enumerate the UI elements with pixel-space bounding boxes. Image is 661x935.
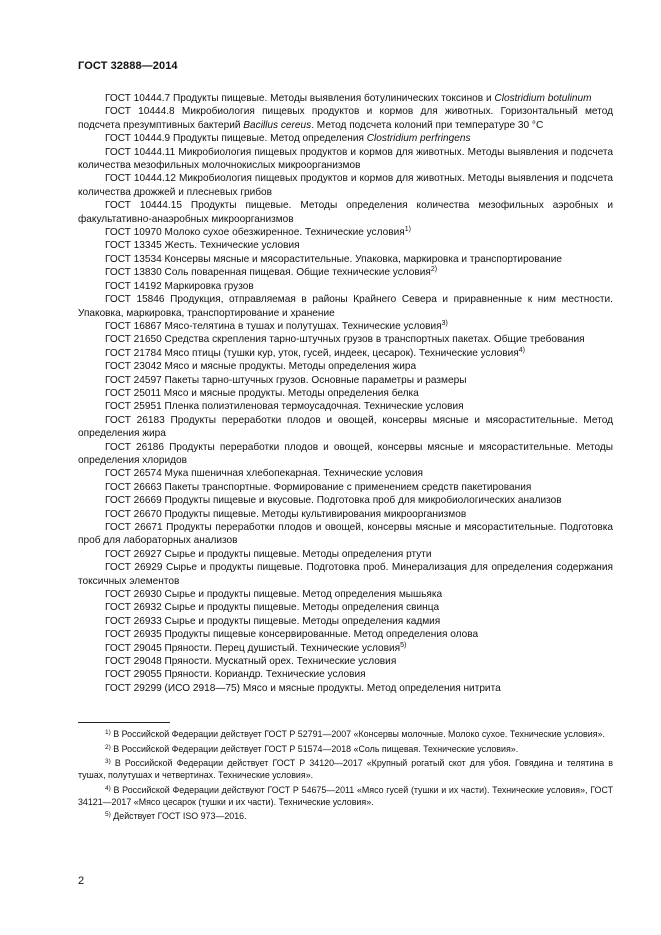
- reference-entry: [78, 360, 613, 373]
- footnote-marker: 4): [518, 346, 525, 354]
- reference-text: ГОСТ 26930 Сырье и продукты пищевые. Метод определения мышьяка: [105, 589, 443, 601]
- reference-text: ГОСТ 26574 Мука пшеничная хлебопекарная. Технические условия: [105, 468, 424, 480]
- reference-entry: [78, 441, 613, 468]
- footnote-text: В Российской Федерации действуют ГОСТ Р 54675—2011 «Мясо гусей (тушки и их части). Технические условия», ГОСТ 34121—2017 «Мясо цесарок (тушки и их части). Технические условия».: [78, 784, 613, 807]
- reference-text: ГОСТ 10444.8 Микробиология пищевых продуктов и кормов для животных. Горизонтальный метод подсчета презумптивных бактерий: [78, 106, 613, 131]
- reference-text: ГОСТ 10444.11 Микробиология пищевых продуктов и кормов для животных. Методы выявления и подсчета количества мезофильных молочнокислых микроорганизмов: [78, 146, 613, 172]
- reference-entry: [78, 548, 613, 561]
- reference-entry: [78, 132, 613, 145]
- footnote-divider: [78, 722, 170, 723]
- species-name: Clostridium botulinum: [494, 93, 592, 104]
- reference-text: ГОСТ 25011 Мясо и мясные продукты. Методы определения белка: [105, 387, 419, 399]
- reference-text: ГОСТ 23042 Мясо и мясные продукты. Методы определения жира: [105, 361, 417, 373]
- reference-text: ГОСТ 10444.7 Продукты пищевые. Методы выявления ботулинических токсинов и: [105, 93, 495, 104]
- reference-entry: [78, 226, 613, 239]
- footnote: [78, 758, 613, 781]
- reference-entry: [78, 561, 613, 588]
- normative-references-list: [78, 92, 613, 695]
- reference-text: ГОСТ 26933 Сырье и продукты пищевые. Методы определения кадмия: [105, 615, 441, 627]
- reference-entry: [78, 293, 613, 320]
- footnote-mark: 2): [105, 743, 111, 751]
- reference-text: ГОСТ 26935 Продукты пищевые консервированные. Метод определения олова: [105, 629, 479, 641]
- reference-entry: [78, 199, 613, 226]
- reference-text: ГОСТ 13830 Соль поваренная пищевая. Общие технические условия: [105, 267, 431, 279]
- reference-text: ГОСТ 13345 Жесть. Технические условия: [105, 240, 300, 252]
- reference-entry: [78, 467, 613, 480]
- reference-entry: [78, 521, 613, 548]
- footnote: [78, 744, 613, 756]
- reference-entry: [78, 494, 613, 507]
- reference-text: ГОСТ 29055 Пряности. Кориандр. Технические условия: [105, 669, 366, 681]
- reference-text: ГОСТ 10970 Молоко сухое обезжиренное. Технические условия: [105, 227, 405, 239]
- reference-entry: [78, 333, 613, 346]
- reference-text: ГОСТ 10444.15 Продукты пищевые. Методы определения количества мезофильных аэробных и факультативно-анаэробных микроорганизмов: [78, 200, 613, 225]
- reference-entry: [78, 146, 613, 173]
- reference-entry: [78, 280, 613, 293]
- reference-text: ГОСТ 10444.9 Продукты пищевые. Метод определения: [105, 133, 367, 145]
- document-header: ГОСТ 32888—2014: [78, 60, 178, 72]
- species-name: Clostridium perfringens: [366, 133, 471, 145]
- footnote: [78, 811, 613, 823]
- reference-entry: [78, 615, 613, 628]
- reference-entry: [78, 508, 613, 521]
- footnote-mark: 5): [105, 811, 111, 819]
- reference-text: ГОСТ 13534 Консервы мясные и мясорастительные. Упаковка, маркировка и транспортирование: [105, 253, 562, 265]
- reference-text: ГОСТ 15846 Продукция, отправляемая в районы Крайнего Севера и приравненные к ним местности. Упаковка, маркировка, транспортирование и хранение: [78, 294, 613, 319]
- reference-text: ГОСТ 21650 Средства скрепления тарно-штучных грузов в транспортных пакетах. Общие требования: [105, 334, 585, 346]
- reference-entry: [78, 481, 613, 494]
- footnote: [78, 729, 613, 741]
- reference-text: ГОСТ 29048 Пряности. Мускатный орех. Технические условия: [105, 656, 397, 668]
- reference-text: ГОСТ 29299 (ИСО 2918—75) Мясо и мясные продукты. Метод определения нитрита: [105, 682, 501, 694]
- reference-text: ГОСТ 26929 Сырье и продукты пищевые. Подготовка проб. Минерализация для определения содержания токсичных элементов: [78, 562, 613, 587]
- reference-text: ГОСТ 14192 Маркировка грузов: [105, 280, 254, 292]
- reference-text: ГОСТ 26670 Продукты пищевые. Методы культивирования микроорганизмов: [105, 508, 467, 520]
- reference-entry: [78, 320, 613, 333]
- reference-entry: [78, 400, 613, 413]
- footnote-text: В Российской Федерации действует ГОСТ Р 51574—2018 «Соль пищевая. Технические условия».: [110, 743, 519, 754]
- reference-entry: [78, 374, 613, 387]
- reference-entry: [78, 414, 613, 441]
- reference-entry: [78, 387, 613, 400]
- reference-text: ГОСТ 26663 Пакеты транспортные. Формирование с применением средств пакетирования: [105, 481, 532, 493]
- reference-entry: [78, 668, 613, 681]
- reference-text: ГОСТ 29045 Пряности. Перец душистый. Технические условия: [105, 642, 401, 654]
- footnote-marker: 2): [430, 266, 438, 274]
- footnote-marker: 1): [404, 226, 411, 234]
- species-name: Bacillus cereus: [243, 119, 312, 131]
- footnote-text: Действует ГОСТ ISO 973—2016.: [110, 811, 247, 822]
- footnote-text: В Российской Федерации действует ГОСТ Р 52791—2007 «Консервы молочные. Молоко сухое. Технические условия».: [110, 729, 605, 739]
- reference-entry: [78, 239, 613, 252]
- reference-text: ГОСТ 16867 Мясо-телятина в тушах и полутушах. Технические условия: [105, 320, 442, 332]
- reference-text: . Метод подсчета колоний при температуре 30 °С: [311, 119, 544, 131]
- reference-entry: [78, 588, 613, 601]
- footnote-mark: 4): [105, 784, 111, 792]
- footnote-mark: 3): [105, 758, 111, 766]
- reference-entry: [78, 253, 613, 266]
- reference-text: ГОСТ 25951 Пленка полиэтиленовая термоусадочная. Технические условия: [105, 401, 464, 413]
- footnotes-list: [78, 729, 613, 826]
- reference-entry: [78, 172, 613, 199]
- reference-text: ГОСТ 26671 Продукты переработки плодов и овощей, консервы мясные и мясорастительные. Подготовка проб для лабораторных анализов: [78, 522, 613, 547]
- reference-entry: [78, 655, 613, 668]
- reference-text: ГОСТ 26183 Продукты переработки плодов и овощей, консервы мясные и мясорастительные. Метод определения жира: [78, 414, 613, 440]
- footnote-mark: 1): [105, 729, 111, 736]
- reference-text: ГОСТ 26669 Продукты пищевые и вкусовые. Подготовка проб для микробиологических анализов: [105, 495, 562, 507]
- reference-entry: [78, 347, 613, 360]
- reference-entry: [78, 682, 613, 695]
- reference-entry: [78, 628, 613, 641]
- page-number: 2: [78, 875, 85, 887]
- reference-text: ГОСТ 26186 Продукты переработки плодов и овощей, консервы мясные и мясорастительные. Методы определения хлоридов: [78, 441, 613, 466]
- footnote: [78, 785, 613, 808]
- reference-text: ГОСТ 26927 Сырье и продукты пищевые. Методы определения ртути: [105, 548, 432, 560]
- reference-entry: [78, 92, 613, 105]
- reference-entry: [78, 105, 613, 132]
- reference-text: ГОСТ 10444.12 Микробиология пищевых продуктов и кормов для животных. Методы выявления и подсчета количества дрожжей и плесневых грибов: [78, 173, 613, 198]
- reference-text: ГОСТ 21784 Мясо птицы (тушки кур, уток, гусей, индеек, цесарок). Технические условия: [105, 347, 519, 359]
- reference-entry: [78, 642, 613, 655]
- reference-text: ГОСТ 26932 Сырье и продукты пищевые. Методы определения свинца: [105, 602, 440, 614]
- footnote-marker: 3): [441, 319, 448, 327]
- footnote-marker: 5): [400, 641, 407, 649]
- reference-entry: [78, 601, 613, 614]
- reference-text: ГОСТ 24597 Пакеты тарно-штучных грузов. Основные параметры и размеры: [105, 374, 467, 386]
- footnote-text: В Российской Федерации действует ГОСТ Р 34120—2017 «Крупный рогатый скот для убоя. Говядина и телятина в тушах, полутушах и четвертинах. Технические условия».: [78, 758, 613, 781]
- reference-entry: [78, 266, 613, 279]
